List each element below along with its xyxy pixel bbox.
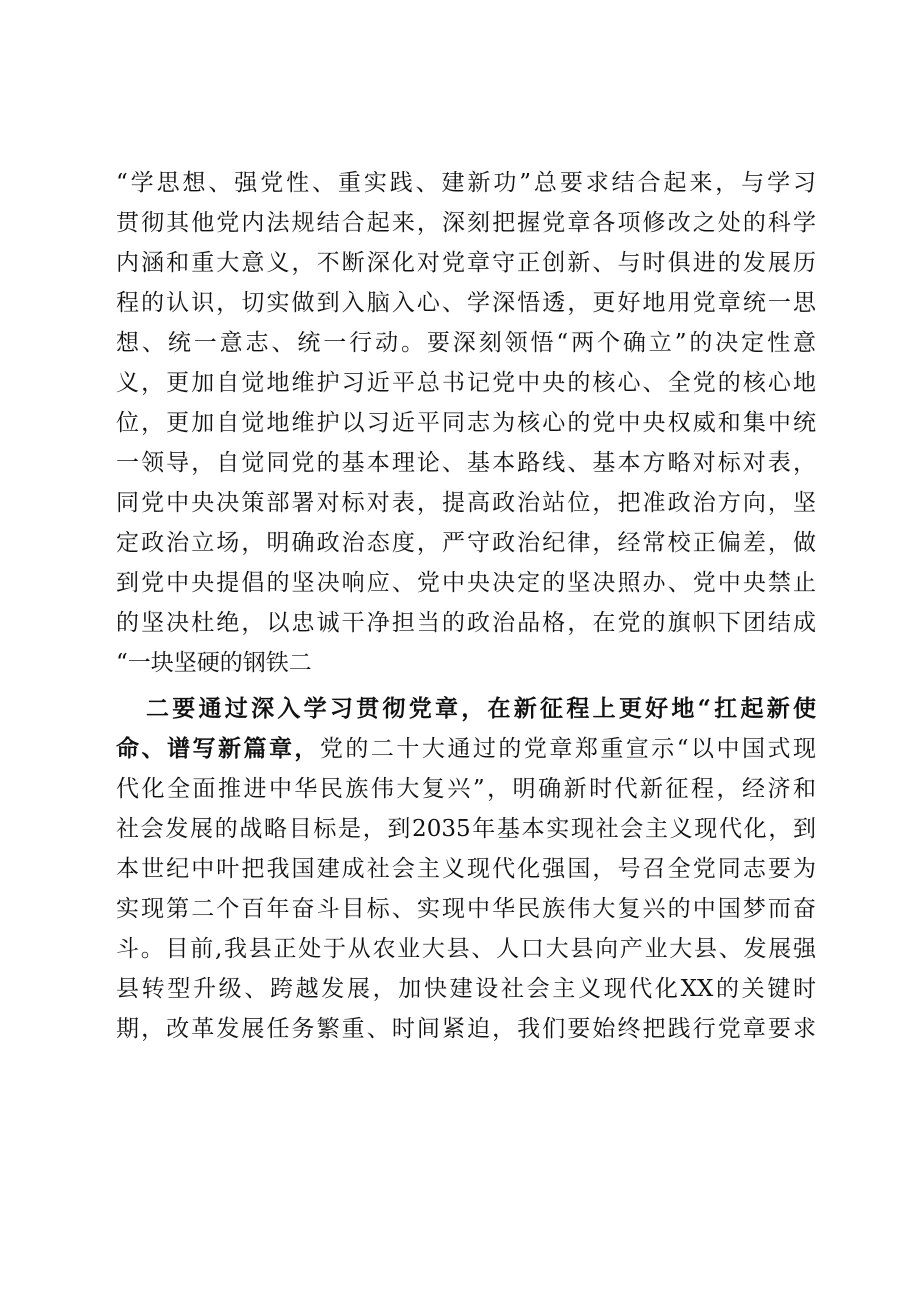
text-line: 定政治立场，明确政治态度，严守政治纪律，经常校正偏差，做 — [116, 530, 816, 556]
text-line: 的坚决杜绝，以忠诚干净担当的政治品格，在党的旗帜下团结成 — [116, 610, 816, 636]
text-line: 一领导，自觉同党的基本理论、基本路线、基本方略对标对表， — [116, 450, 816, 476]
text-line: 到党中央提倡的坚决响应、党中央决定的坚决照办、党中央禁止 — [116, 570, 816, 596]
text-line: 本世纪中叶把我国建成社会主义现代化强国，号召全党同志要为 — [116, 856, 816, 882]
text-line: 位，更加自觉地维护以习近平同志为核心的党中央权威和集中统 — [116, 410, 816, 436]
text-line: 想、统一意志、统一行动。要深刻领悟“两个确立”的决定性意 — [116, 330, 816, 356]
text-line: 期，改革发展任务繁重、时间紧迫，我们要始终把践行党章要求 — [116, 1016, 816, 1042]
text-line — [116, 729, 816, 769]
text-line: 斗。目前,我县正处于从农业大县、人口大县向产业大县、发展强 — [116, 936, 816, 962]
text-line: 实现第二个百年奋斗目标、实现中华民族伟大复兴的中国梦而奋 — [116, 896, 816, 922]
text-line: “学思想、强党性、重实践、建新功”总要求结合起来，与学习 — [116, 170, 816, 196]
text-line: “一块坚硬的钢铁二 — [116, 650, 312, 676]
document-body — [116, 163, 816, 1049]
section-heading-tail: 命、谱写新篇章， — [116, 735, 320, 762]
paragraph-2 — [116, 689, 816, 1049]
text-line: 社会发展的战略目标是，到2035年基本实现社会主义现代化，到 — [116, 816, 816, 842]
text-line: 内涵和重大意义，不断深化对党章守正创新、与时俱进的发展历 — [116, 250, 816, 276]
text-line: 代化全面推进中华民族伟大复兴”，明确新时代新征程，经济和 — [116, 776, 816, 802]
paragraph-1 — [116, 163, 816, 683]
text-run: 党的二十大通过的党章郑重宣示“以中国式现 — [319, 736, 816, 762]
section-heading-line: 二要通过深入学习贯彻党章，在新征程上更好地“扛起新使 — [146, 695, 816, 722]
text-line: 贯彻其他党内法规结合起来，深刻把握党章各项修改之处的科学 — [116, 210, 816, 236]
text-line: 同党中央决策部署对标对表，提高政治站位，把准政治方向，坚 — [116, 490, 816, 516]
text-line: 义，更加自觉地维护习近平总书记党中央的核心、全党的核心地 — [116, 370, 816, 396]
text-line: 县转型升级、跨越发展，加快建设社会主义现代化XX的关键时 — [116, 976, 816, 1002]
text-line: 程的认识，切实做到入脑入心、学深悟透，更好地用党章统一思 — [116, 290, 816, 316]
